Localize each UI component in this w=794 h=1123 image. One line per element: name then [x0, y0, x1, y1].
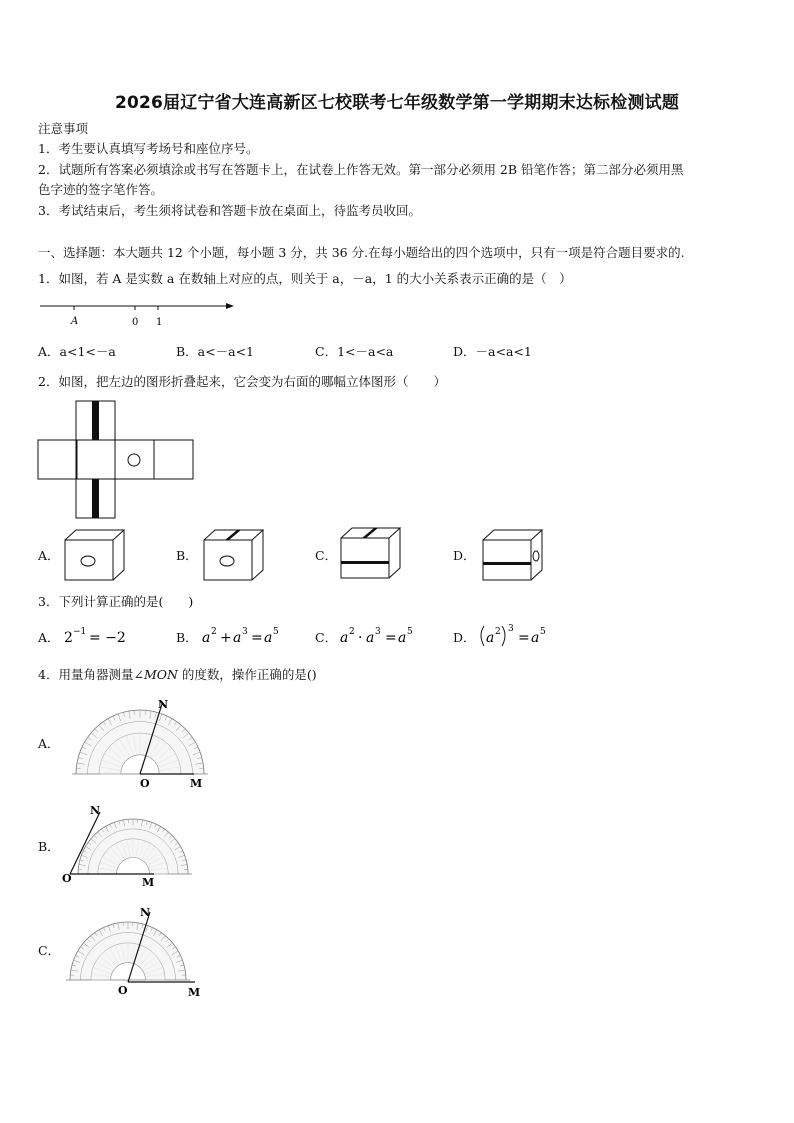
svg-text:5: 5	[540, 627, 546, 637]
svg-text:= −2: = −2	[89, 630, 126, 646]
q2-option-d-label[interactable]: D．	[453, 548, 476, 563]
angle-mon: ∠MON	[133, 667, 178, 682]
protractor-icon	[66, 922, 190, 980]
number-line-figure	[38, 296, 238, 330]
svg-text:M: M	[188, 986, 201, 999]
question-1-stem: 1．如图，若 A 是实数 a 在数轴上对应的点，则关于 a，－a，1 的大小关系表示正确的是（ ）	[38, 271, 572, 286]
svg-text:2: 2	[495, 627, 501, 637]
svg-text:5: 5	[407, 627, 413, 637]
question-3-stem: 3．下列计算正确的是( )	[38, 594, 194, 609]
svg-text:−1: −1	[73, 627, 87, 637]
zero-label: 0	[132, 317, 139, 328]
svg-text:N: N	[90, 804, 101, 817]
q3-option-b-expr[interactable]	[200, 622, 290, 648]
q2-option-a-label[interactable]: A．	[38, 548, 60, 563]
svg-text:M: M	[190, 777, 203, 790]
stripe-top	[92, 401, 99, 440]
cube-net-figure	[36, 398, 200, 522]
svg-text:O: O	[140, 777, 150, 790]
q4-option-b-protractor[interactable]	[58, 800, 208, 892]
protractor-icon	[74, 819, 192, 874]
question-4-stem: 4．用量角器测量∠MON 的度数，操作正确的是()	[38, 667, 317, 682]
net-face-left	[38, 440, 77, 479]
protractor-icon	[72, 710, 208, 774]
q1-option-b[interactable]: B．a<－a<1	[176, 344, 254, 359]
point-a-label: A	[71, 316, 79, 327]
svg-text:=: =	[518, 630, 530, 646]
notice-item-3: 3．考试结束后，考生须将试卷和答题卡放在桌面上，待监考员收回。	[38, 203, 421, 218]
q3-option-a-label[interactable]: A．	[38, 630, 60, 645]
svg-text:3: 3	[242, 627, 248, 637]
svg-text:2: 2	[211, 627, 217, 637]
svg-text:5: 5	[273, 627, 279, 637]
notice-item-1: 1．考生要认真填写考场号和座位序号。	[38, 141, 259, 156]
q2-option-b-cube[interactable]	[201, 528, 267, 584]
q3-option-b-label[interactable]: B．	[176, 630, 198, 645]
svg-text:a: a	[366, 630, 375, 646]
q2-option-d-cube[interactable]	[480, 528, 546, 584]
svg-text:a: a	[264, 630, 273, 646]
stripe-bottom	[92, 479, 99, 518]
question-2-stem: 2．如图，把左边的图形折叠起来，它会变为右面的哪幅立体图形（ ）	[38, 374, 446, 389]
q2-option-b-label[interactable]: B．	[176, 548, 198, 563]
q4-option-c-label[interactable]: C．	[38, 943, 61, 958]
circle-mark-icon	[128, 454, 140, 466]
section-heading: 一、选择题：本大题共 12 个小题，每小题 3 分，共 36 分.在每小题给出的四个选项中，只有一项是符合题目要求的.	[38, 245, 685, 260]
one-label: 1	[156, 317, 163, 328]
svg-text:O: O	[62, 872, 72, 885]
q4-option-a-protractor[interactable]	[60, 696, 210, 792]
svg-text:3: 3	[508, 624, 514, 634]
svg-text:=: =	[251, 630, 263, 646]
svg-text:a: a	[233, 630, 242, 646]
net-face-center	[76, 440, 115, 479]
q4-option-b-label[interactable]: B．	[38, 839, 60, 854]
svg-text:2: 2	[349, 627, 355, 637]
q3-option-c-expr[interactable]	[338, 622, 428, 648]
q1-option-a[interactable]: A．a<1<－a	[38, 344, 116, 359]
svg-text:O: O	[118, 984, 128, 997]
q1-option-c[interactable]: C．1<－a<a	[315, 344, 394, 359]
q2-option-a-cube[interactable]	[62, 528, 128, 584]
notice-heading: 注意事项	[38, 121, 89, 136]
svg-text:N: N	[140, 906, 151, 919]
q2-option-c-label[interactable]: C．	[315, 548, 338, 563]
svg-text:3: 3	[375, 627, 381, 637]
svg-text:+: +	[220, 630, 232, 646]
svg-text:2: 2	[64, 630, 73, 646]
q2-option-c-cube[interactable]	[338, 526, 404, 582]
q3-option-d-expr[interactable]	[476, 620, 566, 650]
notice-item-2: 2．试题所有答案必须填涂或书写在答题卡上，在试卷上作答无效。第一部分必须用 2B 铅笔作答；第二部分必须用黑	[38, 162, 684, 177]
net-face-circle	[115, 440, 154, 479]
svg-text:=: =	[385, 630, 397, 646]
net-face-right	[154, 440, 193, 479]
q1-option-d[interactable]: D．－a<a<1	[453, 344, 532, 359]
page-title: 2026届辽宁省大连高新区七校联考七年级数学第一学期期末达标检测试题	[114, 93, 680, 113]
arrow-head-icon	[226, 303, 234, 309]
svg-text:a: a	[531, 630, 540, 646]
svg-text:a: a	[202, 630, 211, 646]
q3-option-c-label[interactable]: C．	[315, 630, 338, 645]
q4-option-a-label[interactable]: A．	[38, 736, 60, 751]
q4-option-c-protractor[interactable]	[62, 904, 212, 1000]
q3-option-a-expr[interactable]	[62, 622, 132, 648]
svg-text:M: M	[142, 876, 155, 889]
notice-item-2-cont: 色字迹的签字笔作答。	[38, 182, 164, 197]
svg-text:a: a	[486, 630, 495, 646]
svg-text:a: a	[340, 630, 349, 646]
svg-text:a: a	[398, 630, 407, 646]
q3-option-d-label[interactable]: D．	[453, 630, 476, 645]
svg-text:·: ·	[358, 630, 363, 646]
svg-text:N: N	[158, 698, 169, 711]
